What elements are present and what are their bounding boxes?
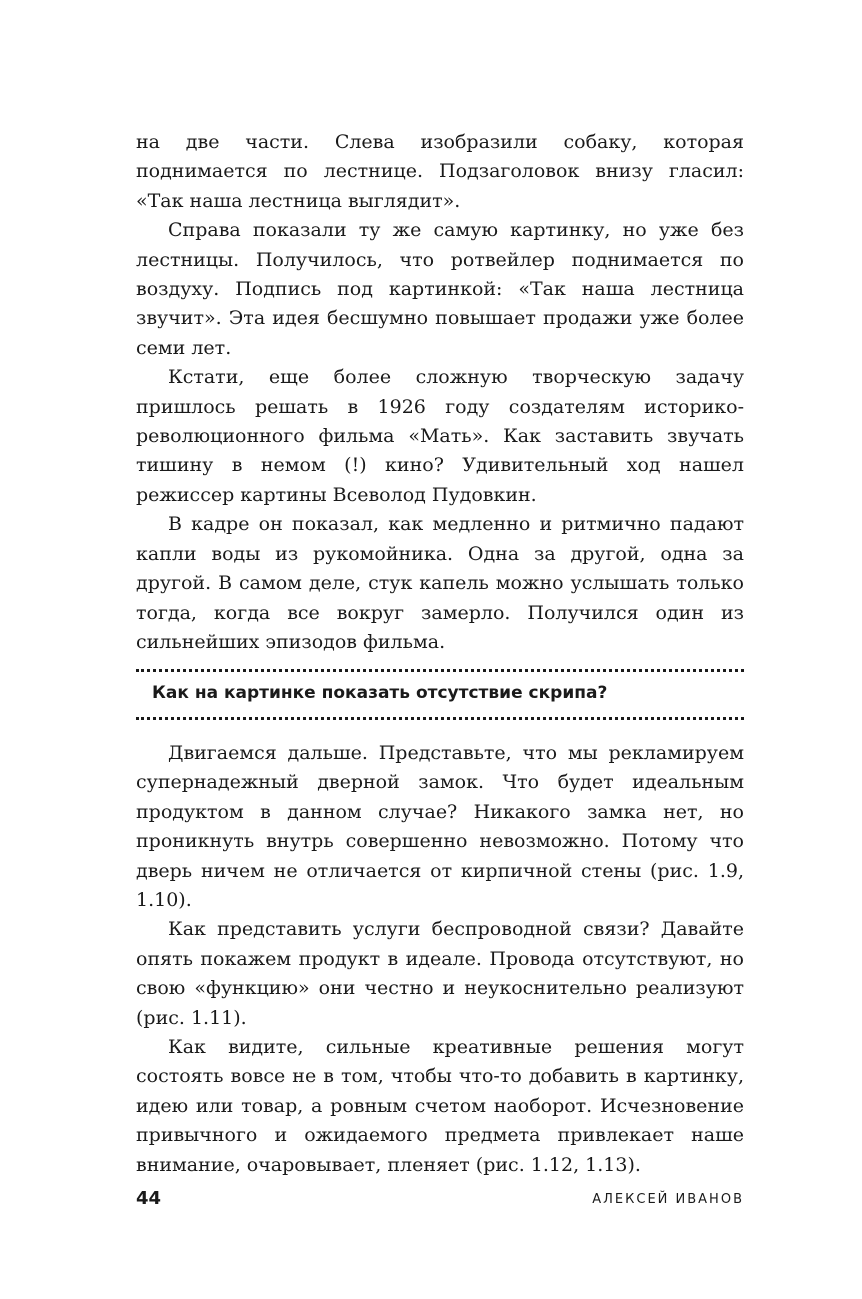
paragraph: Как видите, сильные креативные решения могут состоять вовсе не в том, чтобы что-то добавить в картинку, идею или товар, а ровным счетом наоборот. Исчезновение привычного и ожидаемого предмета привлекает наше внимание, очаровывает, пленяет (рис. 1.12, 1.13). [136, 1036, 744, 1176]
paragraph: Кстати, еще более сложную творческую задачу пришлось решать в 1926 году создателям историко-революционного фильма «Мать». Как заставить звучать тишину в немом (!) кино? Удивительный ход нашел режиссер картины Всеволод Пудовкин. [136, 366, 744, 506]
paragraph: Как представить услуги беспроводной связи? Давайте опять покажем продукт в идеале. Провода отсутствуют, но свою «функцию» они честно и неукоснительно реализуют (рис. 1.11). [136, 918, 744, 1029]
running-author: АЛЕКСЕЙ ИВАНОВ [592, 1192, 744, 1207]
body-text-bottom [136, 739, 744, 1180]
paragraph: В кадре он показал, как медленно и ритмично падают капли воды из рукомойника. Одна за другой, одна за другой. В самом деле, стук капель можно услышать только тогда, когда все вокруг замерло. Получился один из сильнейших эпизодов фильма. [136, 513, 744, 653]
paragraph: Двигаемся дальше. Представьте, что мы рекламируем супернадежный дверной замок. Что будет идеальным продуктом в данном случае? Никакого замка нет, но проникнуть внутрь совершенно невозможно. Потому что дверь ничем не отличается от кирпичной стены (рис. 1.9, 1.10). [136, 742, 744, 912]
paragraph: Справа показали ту же самую картинку, но уже без лестницы. Получилось, что ротвейлер поднимается по воздуху. Подпись под картинкой: «Так наша лестница звучит». Эта идея бесшумно повышает продажи уже более семи лет. [136, 219, 744, 359]
section-subheading: Как на картинке показать отсутствие скрипа? [152, 683, 608, 703]
body-text-top [136, 128, 744, 657]
dotted-divider [136, 669, 744, 672]
dotted-divider [136, 717, 744, 720]
paragraph: на две части. Слева изобразили собаку, которая поднимается по лестнице. Подзаголовок внизу гласил: «Так наша лестница выглядит». [136, 131, 744, 212]
page-number: 44 [136, 1188, 162, 1209]
